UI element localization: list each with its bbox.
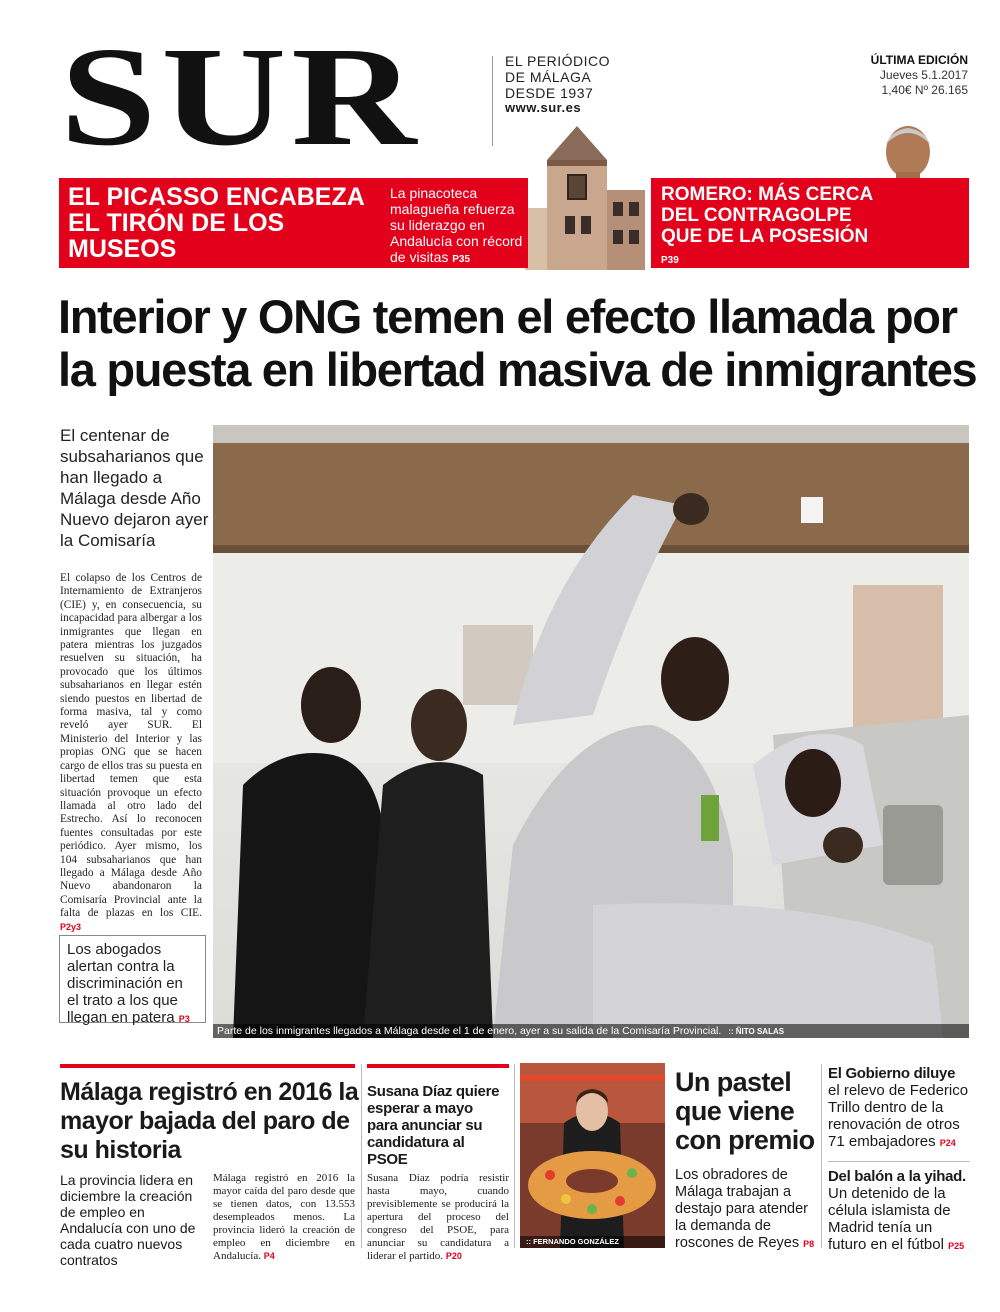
- trillo-brief-lead: El Gobierno diluye: [828, 1065, 956, 1082]
- main-photo: [213, 425, 969, 1038]
- main-body-text: El colapso de los Centros de Internamiento de Extranjeros (CIE) y, en consecuencia, su incapacidad para albergar a los inmigrantes que llegan en patera mientras los juzgados resuelven su situación, ha provocado que los últimos subsaharianos en llegar estén siendo puestos en libertad de forma masiva, tal y como reveló ayer SUR. El Ministerio del Interior y las propias ONG que se hacen cargo de ellos tras su puesta en libertad temen que esta situación provoque un efecto llamada al otro lado del Estrecho. Así lo reconocen fuentes consultadas por este periódico. Ayer mismo, los 104 subsaharianos que han llegado a Málaga desde Año Nuevo abandonaron la Comisaría Provincial ante la falta de plazas en los CIE.: [60, 572, 202, 920]
- sur-logo[interactable]: SUR: [60, 17, 422, 175]
- paro-dek: La provincia lidera en diciembre la creación de empleo en Andalucía con uno de cada cuatro nuevos contratos: [60, 1172, 196, 1268]
- yihad-brief[interactable]: [828, 1168, 970, 1255]
- pastel-page: P8: [803, 1239, 815, 1249]
- caption-text: Parte de los inmigrantes llegados a Málaga desde el 1 de enero, ayer a su salida de la Comisaría Provincial.: [217, 1025, 722, 1037]
- main-body-page: P2y3: [60, 921, 82, 932]
- roscon-photo: [520, 1063, 665, 1248]
- tagline-line-3: DESDE 1937: [505, 85, 594, 101]
- romero-teaser-headline: [661, 184, 881, 271]
- pastel-headline[interactable]: Un pastel que viene con premio: [675, 1067, 815, 1155]
- main-dek: El centenar de subsaharianos que han llegado a Málaga desde Año Nuevo dejaron ayer la Comisaría: [60, 426, 209, 550]
- susana-page: P20: [445, 1251, 462, 1261]
- masthead-tagline: [505, 53, 665, 101]
- lawyers-sidebox[interactable]: [59, 935, 206, 1026]
- susana-headline[interactable]: Susana Díaz quiere esperar a mayo para anunciar su candidatura al PSOE: [367, 1083, 500, 1168]
- website-link[interactable]: www.sur.es: [505, 100, 582, 115]
- museum-tower-image: [525, 118, 645, 270]
- paro-headline[interactable]: Málaga registró en 2016 la mayor bajada del paro de su historia: [60, 1078, 359, 1164]
- picasso-teaser-headline: EL PICASSO ENCABEZA EL TIRÓN DE LOS MUSEOS: [68, 183, 364, 263]
- roscon-photo-credit: :: FERNANDO GONZÁLEZ: [520, 1236, 665, 1248]
- price-and-number: 1,40€ Nº 26.165: [881, 83, 968, 97]
- yihad-brief-lead: Del balón a la yihad.: [828, 1168, 966, 1185]
- column-divider: [361, 1064, 362, 1248]
- picasso-teaser-page: P35: [452, 254, 471, 265]
- susana-body: [367, 1172, 509, 1263]
- pastel-body: [675, 1167, 817, 1253]
- masthead-divider: [492, 56, 493, 146]
- sidebox-text: Los abogados alertan contra la discriminación en el trato a los que llegan en patera: [67, 941, 183, 1026]
- picasso-teaser-text: [390, 185, 528, 268]
- romero-teaser-title: ROMERO: MÁS CERCA DEL CONTRAGOLPE QUE DE LA POSESIÓN: [661, 184, 873, 247]
- main-headline[interactable]: Interior y ONG temen el efecto llamada por la puesta en libertad masiva de inmigrantes: [58, 290, 977, 396]
- picasso-teaser[interactable]: [59, 178, 528, 268]
- susana-accent-bar: [367, 1064, 509, 1068]
- romero-teaser-page: P39: [661, 255, 679, 266]
- romero-teaser[interactable]: [651, 178, 969, 268]
- trillo-brief-text: el relevo de Federico Trillo dentro de la renovación de otros 71 embajadores: [828, 1082, 969, 1150]
- susana-body-text: Susana Díaz podría resistir hasta mayo, cuando previsiblemente se producirá la apertura del proceso del congreso del PSOE, para anunciar su candidatura a liderar el partido.: [367, 1172, 509, 1262]
- main-body: [60, 572, 202, 934]
- tagline-line-2: DE MÁLAGA: [505, 69, 592, 85]
- paro-body-text: Málaga registró en 2016 la mayor caída del paro desde que se tienen datos, con 13.553 desempleados menos. La provincia lideró la creación de empleo en diciembre en Andalucía.: [213, 1172, 355, 1262]
- paro-page: P4: [263, 1251, 275, 1261]
- sidebox-page: P3: [178, 1014, 190, 1024]
- edition-label: ÚLTIMA EDICIÓN: [870, 53, 968, 67]
- issue-date: Jueves 5.1.2017: [879, 68, 968, 82]
- column-divider: [514, 1064, 515, 1248]
- yihad-brief-text: Un detenido de la célula islamista de Madrid tenía un futuro en el fútbol: [828, 1185, 951, 1253]
- photo-caption: [213, 1024, 969, 1038]
- tagline-line-1: EL PERIÓDICO: [505, 53, 611, 69]
- edition-info: [871, 53, 968, 98]
- column-divider: [821, 1064, 822, 1248]
- brief-divider: [828, 1161, 970, 1162]
- yihad-brief-page: P25: [948, 1241, 965, 1251]
- pastel-body-text: Los obradores de Málaga trabajan a destajo para atender la demanda de roscones de Reyes: [675, 1167, 809, 1251]
- paro-body: [213, 1172, 355, 1263]
- caption-credit: :: ÑITO SALAS: [728, 1027, 785, 1036]
- trillo-brief[interactable]: [828, 1065, 970, 1152]
- paro-accent-bar: [60, 1064, 355, 1068]
- picasso-teaser-body: La pinacoteca malagueña refuerza su liderazgo en Andalucía con récord de visitas: [390, 185, 523, 265]
- trillo-brief-page: P24: [939, 1138, 956, 1148]
